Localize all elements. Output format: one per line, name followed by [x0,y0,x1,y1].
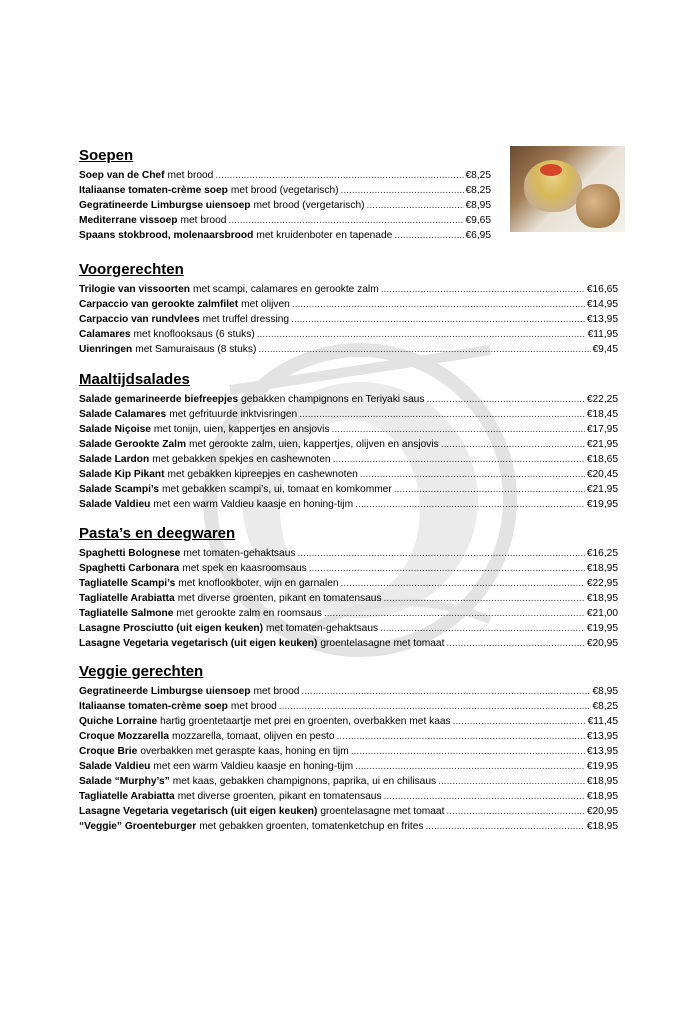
menu-item [79,312,618,327]
dish-name: Lasagne Prosciutto (uit eigen keuken) [79,623,263,634]
dish-description: met gebakken scampi’s, ui, tomaat en komkommer [162,484,392,495]
dish-name: Italiaanse tomaten-crème soep [79,701,228,712]
menu-item [79,591,618,606]
menu-item [79,407,618,422]
menu-item [79,482,618,497]
dish-name: Tagliatelle Arabiatta [79,593,175,604]
menu-item [79,744,618,759]
dot-leader [333,452,585,467]
dot-leader [426,392,584,407]
dish-description: met tomaten-gehaktsaus [183,548,296,559]
dish-description: met tomaten-gehaktsaus [265,623,379,634]
dish-price: €18,95 [586,791,618,802]
dish-name: Salade Calamares [79,409,167,420]
dish-name: Salade Kip Pikant [79,469,165,480]
menu-section [79,147,491,243]
dot-leader [309,561,585,576]
dish-name: Croque Mozzarella [79,731,170,742]
dish-name: Lasagne Vegetaria vegetarisch (uit eigen keuken) [79,638,318,649]
dot-leader [324,606,585,621]
section-title: Pasta’s en deegwaren [79,525,236,542]
menu-item [79,714,618,729]
dish-description: met brood [230,701,277,712]
dot-leader [367,198,464,213]
dish-price: €18,65 [586,454,618,465]
dish-name: Salade “Murphy’s” [79,776,170,787]
dot-leader [297,546,584,561]
dot-leader [394,482,585,497]
dot-leader [384,789,585,804]
dish-price: €18,95 [586,593,618,604]
menu-item [79,759,618,774]
dish-name: Salade Gerookte Zalm [79,439,187,450]
menu-item [79,437,618,452]
dish-description: groentelasagne met tomaat [320,638,445,649]
menu-item [79,819,618,834]
dish-price: €6,95 [465,230,491,241]
menu-section [79,261,618,357]
dot-leader [384,591,585,606]
dish-description: met knoflookboter, wijn en garnalen [178,578,339,589]
dish-description: hartig groentetaartje met prei en groenten, overbakken met kaas [160,716,451,727]
menu-item [79,342,618,357]
dish-price: €21,95 [586,484,618,495]
menu-item [79,297,618,312]
dish-price: €20,95 [586,638,618,649]
dot-leader [301,684,590,699]
menu-item [79,213,491,228]
menu-section [79,663,618,834]
dish-description: met gebakken kipreepjes en cashewnoten [167,469,358,480]
dish-description: met brood [253,686,300,697]
menu-item [79,467,618,482]
dish-price: €21,95 [586,439,618,450]
menu-item [79,497,618,512]
dish-name: Salade Niçoise [79,424,151,435]
dish-description: met diverse groenten, pikant en tomatensaus [177,593,382,604]
dish-description: met olijven [241,299,290,310]
dot-leader [453,714,586,729]
menu-item [79,183,491,198]
dish-name: Gegratineerde Limburgse uiensoep [79,200,251,211]
dish-price: €22,25 [586,394,618,405]
dish-name: Soep van de Chef [79,170,165,181]
dot-leader [355,497,585,512]
dish-description: met brood (vergetarisch) [253,200,365,211]
dish-description: met gebakken groenten, tomatenketchup en frites [199,821,424,832]
dish-description: met een warm Valdieu kaasje en honing-tijm [153,761,354,772]
dish-name: Salade Lardon [79,454,150,465]
dish-description: gebakken champignons en Teriyaki saus [241,394,425,405]
dish-price: €13,95 [586,314,618,325]
menu-item [79,198,491,213]
soup-photo [510,146,625,232]
section-title: Veggie gerechten [79,663,204,680]
dish-name: Salade Valdieu [79,499,151,510]
dish-price: €13,95 [586,731,618,742]
dish-name: Croque Brie [79,746,138,757]
dish-description: met scampi, calamares en gerookte zalm [192,284,379,295]
dot-leader [441,437,585,452]
dish-description: met spek en kaasroomsaus [182,563,307,574]
dish-name: Spaans stokbrood, molenaarsbrood [79,230,254,241]
dot-leader [299,407,585,422]
dot-leader [341,183,464,198]
dot-leader [438,774,585,789]
dish-price: €19,95 [586,623,618,634]
dish-description: met knoflooksaus (6 stuks) [133,329,255,340]
dish-price: €18,95 [586,563,618,574]
menu-item [79,699,618,714]
dish-price: €16,65 [586,284,618,295]
dish-description: met tonijn, uien, kappertjes en ansjovis [153,424,330,435]
dish-description: met kruidenboter en tapenade [256,230,393,241]
dot-leader [360,467,585,482]
menu-item [79,636,618,651]
dot-leader [351,744,585,759]
dot-leader [215,168,463,183]
bread-roll-image [576,184,620,228]
dish-price: €9,65 [465,215,491,226]
menu-item [79,606,618,621]
dish-price: €9,45 [592,344,618,355]
dish-price: €8,25 [465,185,491,196]
dot-leader [355,759,585,774]
dot-leader [337,729,585,744]
dot-leader [292,297,585,312]
dot-leader [279,699,591,714]
dish-name: Spaghetti Bolognese [79,548,181,559]
menu-section [79,371,618,512]
dish-price: €20,95 [586,806,618,817]
dish-price: €18,45 [586,409,618,420]
dot-leader [394,228,463,243]
dish-name: Tagliatelle Arabiatta [79,791,175,802]
menu-item [79,774,618,789]
dish-price: €19,95 [586,499,618,510]
dish-price: €14,95 [586,299,618,310]
menu-item [79,804,618,819]
dish-name: Trilogie van vissoorten [79,284,190,295]
dish-price: €13,95 [586,746,618,757]
dish-price: €8,95 [465,200,491,211]
dish-price: €20,45 [586,469,618,480]
dish-name: Calamares [79,329,131,340]
dish-price: €19,95 [586,761,618,772]
dish-name: Salade gemarineerde biefreepjes [79,394,239,405]
dish-description: met brood (vegetarisch) [230,185,339,196]
dish-description: met brood [167,170,214,181]
dish-description: met truffel dressing [202,314,290,325]
dish-name: Gegratineerde Limburgse uiensoep [79,686,251,697]
dot-leader [331,422,584,437]
dish-description: overbakken met geraspte kaas, honing en tijm [140,746,349,757]
dish-name: Uienringen [79,344,133,355]
dot-leader [228,213,463,228]
dish-description: met gerookte zalm en roomsaus [176,608,322,619]
section-title: Maaltijdsalades [79,371,190,388]
dish-name: Carpaccio van gerookte zalmfilet [79,299,239,310]
dish-description: met gerookte zalm, uien, kappertjes, olijven en ansjovis [189,439,439,450]
tomato-garnish-image [540,164,562,176]
dot-leader [381,282,585,297]
dish-price: €11,95 [587,329,618,340]
dish-price: €18,95 [586,821,618,832]
dish-price: €8,95 [592,686,618,697]
dish-description: groentelasagne met tomaat [320,806,445,817]
dish-price: €11,45 [587,716,618,727]
menu-item [79,684,618,699]
dish-price: €16,25 [586,548,618,559]
dish-price: €8,25 [592,701,618,712]
dot-leader [341,576,585,591]
dish-description: met Samuraisaus (8 stuks) [135,344,257,355]
dish-price: €22,95 [586,578,618,589]
dish-description: met gefrituurde inktvisringen [169,409,298,420]
dish-price: €21,00 [586,608,618,619]
dish-description: met diverse groenten, pikant en tomatensaus [177,791,382,802]
dish-description: mozzarella, tomaat, olijven en pesto [172,731,335,742]
dish-name: Lasagne Vegetaria vegetarisch (uit eigen keuken) [79,806,318,817]
menu-section [79,525,618,651]
menu-item [79,282,618,297]
dot-leader [446,804,584,819]
dot-leader [291,312,585,327]
menu-item [79,228,491,243]
menu-item [79,621,618,636]
menu-item [79,168,491,183]
dish-name: Spaghetti Carbonara [79,563,180,574]
dot-leader [425,819,584,834]
menu-item [79,392,618,407]
dish-description: met kaas, gebakken champignons, paprika, ui en chilisaus [172,776,437,787]
menu-item [79,729,618,744]
section-title: Voorgerechten [79,261,184,278]
menu-item [79,789,618,804]
menu-item [79,576,618,591]
dish-description: met brood [180,215,227,226]
dish-description: met gebakken spekjes en cashewnoten [152,454,331,465]
dish-price: €17,95 [586,424,618,435]
dish-name: Salade Scampi’s [79,484,160,495]
menu-item [79,422,618,437]
dish-name: Italiaanse tomaten-crème soep [79,185,228,196]
dish-name: Tagliatelle Scampi’s [79,578,176,589]
section-title: Soepen [79,147,134,164]
menu-item [79,561,618,576]
menu-item [79,546,618,561]
dish-name: Salade Valdieu [79,761,151,772]
dish-name: Tagliatelle Salmone [79,608,174,619]
dish-name: Carpaccio van rundvlees [79,314,200,325]
dot-leader [258,342,590,357]
dish-price: €8,25 [465,170,491,181]
dish-description: met een warm Valdieu kaasje en honing-tijm [153,499,354,510]
dot-leader [446,636,584,651]
dish-name: Mediterrane vissoep [79,215,178,226]
menu-item [79,452,618,467]
dish-name: “Veggie” Groenteburger [79,821,197,832]
dot-leader [380,621,585,636]
menu-item [79,327,618,342]
dish-name: Quiche Lorraine [79,716,158,727]
dot-leader [257,327,586,342]
dish-price: €18,95 [586,776,618,787]
